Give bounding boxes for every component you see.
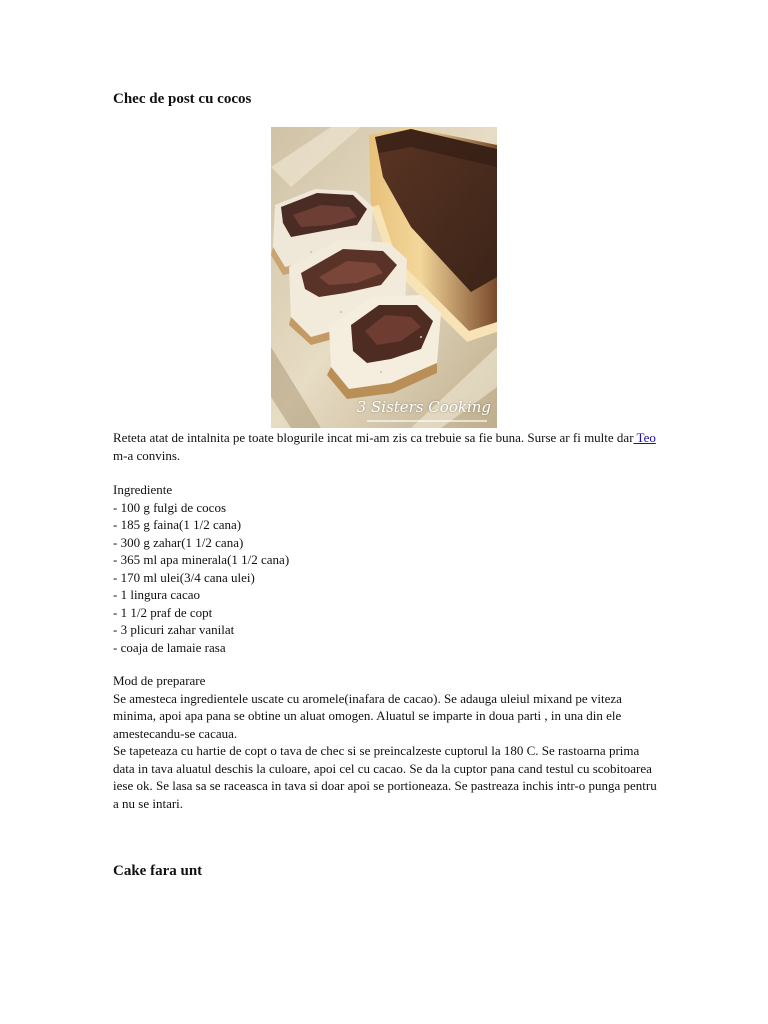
intro-text xyxy=(113,429,658,464)
ingredients-section xyxy=(113,481,658,656)
recipe-photo xyxy=(271,127,497,428)
preparation-heading: Mod de preparare xyxy=(113,673,206,688)
ingredient-item: - 1 1/2 praf de copt xyxy=(113,604,213,620)
intro-text-before-link: Reteta atat de intalnita pe toate blogurile incat mi-am zis ca trebuie sa fie buna. Surse ar fi multe dar xyxy=(113,430,634,445)
watermark-underline xyxy=(367,420,487,422)
ingredient-item: - 185 g faina(1 1/2 cana) xyxy=(113,517,242,532)
ingredient-item: - 300 g zahar(1 1/2 cana) xyxy=(113,534,244,550)
ingredient-item: - 100 g fulgi de cocos xyxy=(113,499,227,515)
intro-text-after-link: m-a convins. xyxy=(113,447,181,463)
ingredient-item: - 3 plicuri zahar vanilat xyxy=(113,622,235,637)
ingredients-heading: Ingrediente xyxy=(113,482,173,497)
ingredients-list xyxy=(113,499,658,657)
intro-paragraph xyxy=(113,429,658,464)
preparation-section xyxy=(113,672,658,812)
cake-photo-illustration xyxy=(271,127,497,428)
ingredient-item: - 365 ml apa minerala(1 1/2 cana) xyxy=(113,552,290,567)
ingredient-item: - 170 ml ulei(3/4 cana ulei) xyxy=(113,569,255,585)
recipe-title: Chec de post cu cocos xyxy=(113,91,252,107)
preparation-paragraph: Se amesteca ingredientele uscate cu aromele(inafara de cacao). Se adauga uleiul mixand pe viteza minima, apoi apa pana se obtine un aluat omogen. Aluatul se imparte in doua parti , in una din ele amestecandu-se cacaua. xyxy=(113,690,622,741)
recipe-title-2: Cake fara unt xyxy=(113,863,203,879)
teo-link[interactable]: Teo xyxy=(633,430,656,445)
ingredient-item: - 1 lingura cacao xyxy=(113,587,200,602)
photo-watermark: 3 Sisters Cooking xyxy=(356,398,491,416)
preparation-paragraph: Se tapeteaza cu hartie de copt o tava de chec si se preincalzeste cuptorul la 180 C. Se rastoarna prima data in tava aluatul deschis la culoare, apoi cel cu cacao. Se da la cuptor pana cand testul cu scobitoarea iese ok. Se lasa sa se raceasca in tava si doar apoi se portioneaza. Se pastreaza inchis intr-o punga pentru a nu se intari. xyxy=(113,743,657,811)
ingredient-item: - coaja de lamaie rasa xyxy=(113,639,226,655)
